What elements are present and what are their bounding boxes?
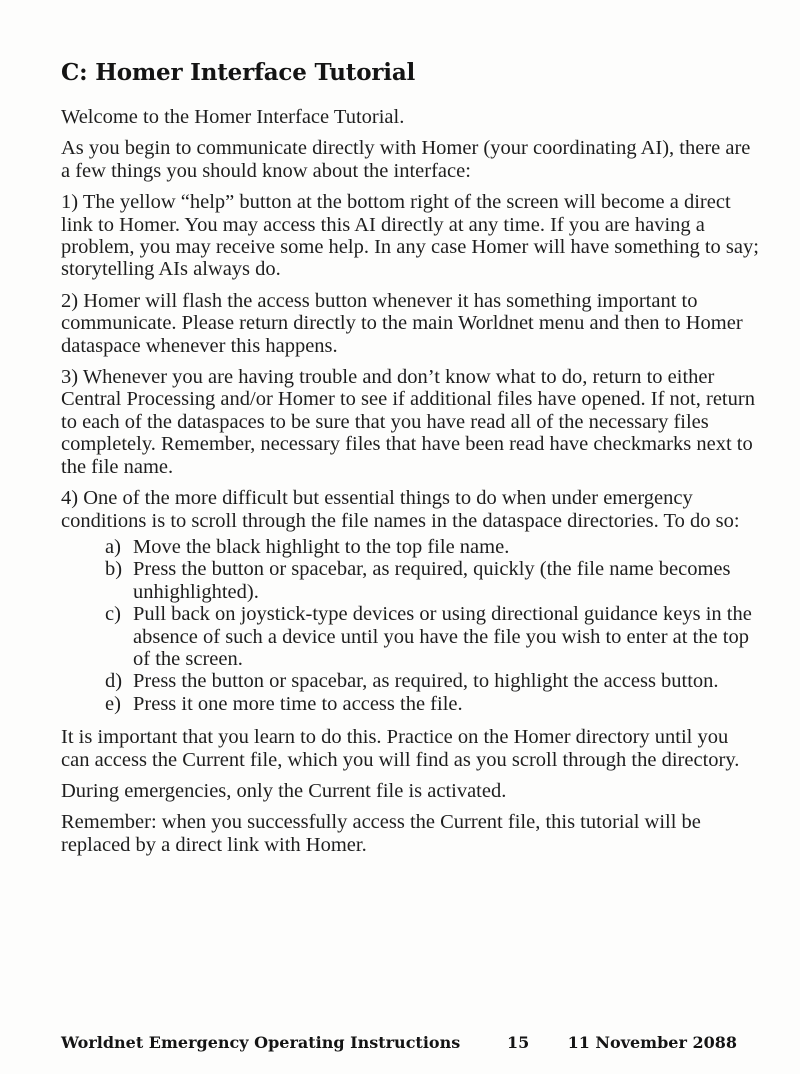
intro-paragraph: As you begin to communicate directly with Homer (your coordinating AI), there are a few things you should know about the interface: [61, 137, 751, 182]
list-item [105, 693, 761, 715]
footer-page-number: 15 [507, 1033, 530, 1052]
step-text: Press it one more time to access the file. [133, 692, 463, 715]
list-item [105, 603, 761, 670]
step-label: a) [105, 535, 121, 558]
step-label: b) [105, 558, 123, 581]
remember-paragraph: Remember: when you successfully access the Current file, this tutorial will be replaced by a direct link with Homer. [61, 811, 701, 856]
practice-paragraph: It is important that you learn to do this. Practice on the Homer directory until you can access the Current file, which you will find as you scroll through the directory. [61, 726, 740, 771]
step-label: e) [105, 692, 121, 715]
footer-document-title: Worldnet Emergency Operating Instructions [61, 1033, 461, 1052]
step-text: Press the button or spacebar, as required, to highlight the access button. [133, 670, 719, 693]
list-item [105, 536, 761, 558]
footer-date: 11 November 2088 [567, 1033, 737, 1052]
step-text: Move the black highlight to the top file name. [133, 535, 510, 558]
access-button-paragraph: 2) Homer will flash the access button whenever it has something important to communicate. Please return directly to the main Worldnet menu and then to Homer dataspace whenever this happens. [61, 289, 743, 357]
step-text: Pull back on joystick-type devices or using directional guidance keys in the absence of such a device until you have the file you wish to enter at the top of the screen. [133, 603, 752, 670]
tutorial-body [61, 106, 761, 865]
scroll-instructions-paragraph: 4) One of the more difficult but essential things to do when under emergency conditions is to scroll through the file names in the dataspace directories. To do so: [61, 487, 740, 532]
section-title: C: Homer Interface Tutorial [61, 59, 416, 86]
step-label: d) [105, 670, 123, 693]
step-text: Press the button or spacebar, as required, quickly (the file name becomes unhighlighted). [133, 558, 731, 603]
emergencies-paragraph: During emergencies, only the Current file is activated. [61, 779, 507, 802]
list-item [105, 670, 761, 692]
list-item [105, 558, 761, 603]
scroll-steps-list [61, 536, 761, 715]
step-label: c) [105, 603, 121, 626]
help-button-paragraph: 1) The yellow “help” button at the bottom right of the screen will become a direct link to Homer. You may access this AI directly at any time. If you are having a problem, you may receive some help. In any case Homer will have something to say; storytelling AIs always do. [61, 191, 759, 281]
trouble-paragraph: 3) Whenever you are having trouble and don’t know what to do, return to either Central Processing and/or Homer to see if additional files have opened. If not, return to each of the dataspaces to be sure that you have read all of the necessary files completely. Remember, necessary files that have been read have checkmarks next to the file name. [61, 366, 755, 478]
welcome-paragraph: Welcome to the Homer Interface Tutorial. [61, 106, 405, 128]
